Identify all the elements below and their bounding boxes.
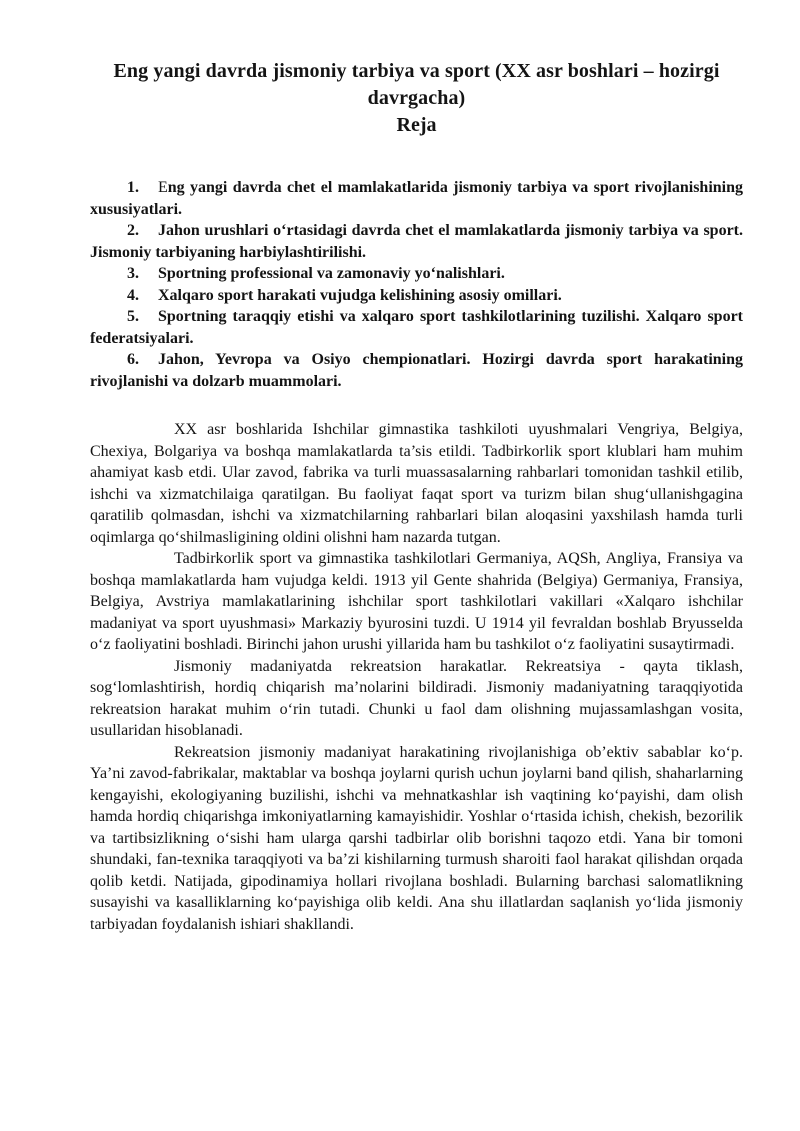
plan-item-6 [90,349,743,392]
plan-item-text: Sportning professional va zamonaviy yo‘nalishlari. [158,265,505,282]
body-paragraph: Rekreatsion jismoniy madaniyat harakatining rivojlanishiga ob’ektiv sabablar ko‘p. Ya’ni zavod-fabrikalar, maktablar va boshqa joylarni qurish uchun joylarni band qilish, shaharlarning kengayishi, ekologiyaning buzilishi, ishchi va mehnatkashlar ish vaqtining ko‘payishi, dam olish hamda hordiq chiqarishga imkoniyatlarning kamayishidir. Yoshlar o‘rtasida ichish, chekish, bezorilik va tartibsizlikning o‘sishi ham ularga qarshi tadbirlar olib borishni taqozo etdi. Yana bir tomoni shundaki, fan-texnika taraqqiyoti va ba’zi kishilarning turmush sharoiti faol harakat qilishdan orqada qolib ketdi. Natijada, gipodinamiya hollari rivojlana boshladi. Bularning barchasi salomatlikning susayishi va kasalliklarning ko‘payishiga olib keldi. Ana shu illatlardan saqlanish yo‘lida jismoniy tarbiyadan foydalanish ishiari shakllandi. [90,743,743,933]
document-subtitle: Reja [396,114,437,136]
document-body [90,419,743,935]
plan-item-3 [90,263,743,285]
plan-item-text: ng yangi davrda chet el mamlakatlarida jismoniy tarbiya va sport rivojlanishining xususiyatlari. [90,179,743,218]
plan-item-4 [90,285,743,307]
plan-item-2 [90,220,743,263]
plan-item-number: 2. [127,222,139,239]
body-paragraph: Tadbirkorlik sport va gimnastika tashkilotlari Germaniya, AQSh, Angliya, Fransiya va boshqa mamlakatlarda ham vujudga keldi. 1913 yil Gente shahrida (Belgiya) Germaniya, Fransiya, Belgiya, Avstriya mamlakatlarining ishchilar sport tashkilotlari vakillari «Xalqaro ishchilar madaniyat va sport uyushmasi» Markaziy byurosini tuzdi. U 1914 yil fevraldan boshlab Bryusselda o‘z faoliyatini boshladi. Birinchi jahon urushi yillarida ham bu tashkilot o‘z faoliyatini susaytirmadi. [90,550,743,653]
plan-item-number: 3. [127,265,139,282]
plan-item-number: 6. [127,351,139,368]
plan-item-number: 4. [127,286,139,304]
body-paragraph: XX asr boshlarida Ishchilar gimnastika tashkiloti uyushmalari Vengriya, Belgiya, Chexiya, Bolgariya va boshqa mamlakatlarda ta’sis etildi. Tadbirkorlik sport klublari ham muhim ahamiyat kasb etdi. Ular zavod, fabrika va turli muassasalarning rahbarlari tomonidan tashkil etilib, ishchi va xizmatchilaiga qaratilgan. Bu faoliyat faqat sport va turizm bilan shug‘ullanishgagina qaratilib qolmasdan, ishchi va xizmatchilarning rahbarlari bilan aloqasini yaxshilash hamda turli oqimlarga qo‘shilmasligining oldini olishni ham nazarda tutgan. [90,421,743,546]
plan-item-number: 1. [127,179,139,196]
plan-item-text: Jahon urushlari o‘rtasidagi davrda chet el mamlakatlarda jismoniy tarbiya va sport. Jismoniy tarbiyaning harbiylashtirilishi. [90,222,743,261]
plan-list [90,177,743,392]
plan-item-text: Sportning taraqqiy etishi va xalqaro sport tashkilotlarining tuzilishi. Xalqaro sport federatsiyalari. [90,308,743,347]
plan-item-lead: E [158,179,168,196]
document-title: Eng yangi davrda jismoniy tarbiya va sport (XX asr boshlari – hozirgi davrgacha) [113,60,720,109]
plan-item-5 [90,306,743,349]
body-paragraph: Jismoniy madaniyatda rekreatsion harakatlar. Rekreatsiya - qayta tiklash, sog‘lomlashtirish, hordiq chiqarish ma’nolarini bildiradi. Jismoniy madaniyatning taraqqiyotida rekreatsion harakat muhim o‘rin tutadi. Chunki u faol dam olishning mujassamlashgan vosita, usullaridan hisoblanadi. [90,657,743,739]
plan-item-1 [90,177,743,220]
plan-item-number: 5. [127,308,139,325]
plan-item-text: Xalqaro sport harakati vujudga kelishining asosiy omillari. [158,286,562,304]
plan-item-text: Jahon, Yevropa va Osiyo chempionatlari. Hozirgi davrda sport harakatining rivojlanishi va dolzarb muammolari. [90,351,743,390]
